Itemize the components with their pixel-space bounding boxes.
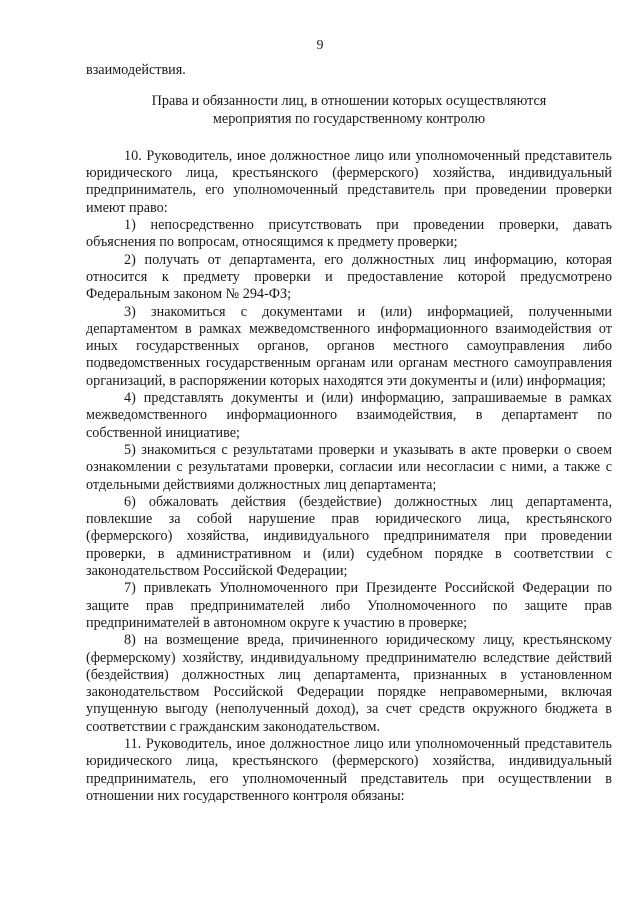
section-heading: Права и обязанности лиц, в отношении которых осуществляются мероприятия по государственному контролю xyxy=(151,93,547,127)
list-item-2: 2) получать от департамента, его должностных лиц информацию, которая относится к предмету проверки и предоставление которой предусмотрено Федеральным законом № 294-ФЗ; xyxy=(86,251,612,303)
document-body xyxy=(86,62,612,805)
paragraph-11: 11. Руководитель, иное должностное лицо или уполномоченный представитель юридического лица, крестьянского (фермерского) хозяйства, индивидуальный предприниматель, его уполномоченный представитель при осуществлении в отношении них государственного контроля обязаны: xyxy=(86,735,612,804)
list-item-1: 1) непосредственно присутствовать при проведении проверки, давать объяснения по вопросам, относящимся к предмету проверки; xyxy=(86,217,612,251)
list-item-3: 3) знакомиться с документами и (или) информацией, полученными департаментом в рамках межведомственного информационного взаимодействия от иных государственных органов, органов местного самоуправления либо подведомственных государственным органам или органам местного самоуправления организаций, в распоряжении которых находятся эти документы и (или) информация; xyxy=(86,303,612,389)
page-number: 9 xyxy=(316,38,324,53)
list-item-5: 5) знакомиться с результатами проверки и указывать в акте проверки о своем ознакомлении с результатами проверки, согласии или несогласии с ними, а также с отдельными действиями должностных лиц департамента; xyxy=(86,441,612,493)
list-item-7: 7) привлекать Уполномоченного при Президенте Российской Федерации по защите прав предпринимателей либо Уполномоченного по защите прав предпринимателей в автономном округе к участию в проверке; xyxy=(86,580,612,631)
list-item-6: 6) обжаловать действия (бездействие) должностных лиц департамента, повлекшие за собой нарушение прав юридического лица, крестьянского (фермерского) хозяйства, индивидуального предпринимателя при проведении проверки, в административном и (или) судебном порядке в соответствии с законодательством Российской Федерации; xyxy=(86,493,612,580)
intro-fragment: взаимодействия. xyxy=(86,62,186,78)
paragraph-10: 10. Руководитель, иное должностное лицо или уполномоченный представитель юридического лица, крестьянского (фермерского) хозяйства, индивидуальный предприниматель, его уполномоченный представитель при проведении проверки имеют право: xyxy=(86,147,612,216)
list-item-4: 4) представлять документы и (или) информацию, запрашиваемые в рамках межведомственного информационного взаимодействия, в департамент по собственной инициативе; xyxy=(86,390,612,441)
list-item-8: 8) на возмещение вреда, причиненного юридическому лицу, крестьянскому (фермерскому) хозяйству, индивидуальному предпринимателю вследствие действий (бездействия) должностных лиц департамента, признанных в установленном законодательством Российской Федерации порядке неправомерными, включая упущенную выгоду (неполученный доход), за счет средств окружного бюджета в соответствии с гражданским законодательством. xyxy=(86,632,612,735)
